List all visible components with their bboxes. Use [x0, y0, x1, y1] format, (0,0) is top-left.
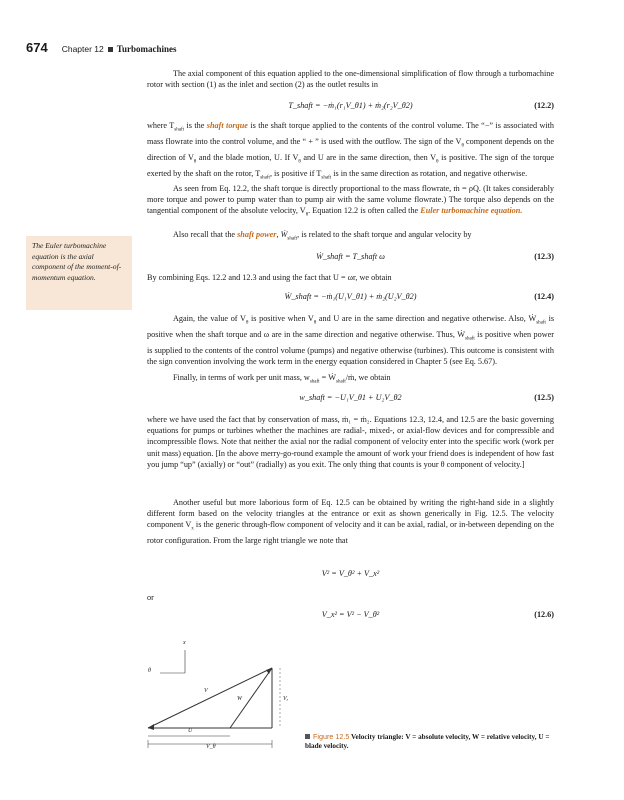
- term-euler-equation: Euler turbomachine equation.: [420, 206, 523, 216]
- chapter-label: Chapter 12: [61, 44, 104, 54]
- velocity-triangle-svg: [140, 640, 300, 760]
- label-V: V: [204, 688, 208, 694]
- equation-number: (12.2): [534, 101, 554, 110]
- label-Vx: Vₓ: [283, 696, 289, 702]
- highlight-term: is the: [186, 121, 207, 130]
- equation-12-4: [147, 292, 554, 304]
- figure-caption: [305, 732, 555, 751]
- page-number: 674: [26, 40, 48, 55]
- equation-pythagoras: [147, 569, 554, 581]
- equation-12-5: [147, 393, 554, 405]
- margin-note: The Euler turbomachine equation is the axial component of the moment-of-momentum equation.: [26, 236, 132, 310]
- paragraph-1: The axial component of this equation applied to the one-dimensional simplification of flow through a turbomachine rotor with section (1) as the inlet and section (2) as the outlet results in: [147, 69, 554, 90]
- header-square-icon: [108, 47, 113, 52]
- paragraph-8: where we have used the fact that by conservation of mass, ṁ₁ = ṁ₂. Equations 12.3, 12.4, and 12.5 are the basic governing equations for pumps or turbines whether the machines are radial-, mixed-, or axial-flow devices and for compressible and incompressible flows. Note that neither the axial nor the radial component of velocity enter into the specific work (work per unit mass) equation. [In the above merry-go-round example the amount of work your friend does is independent of how fast you jump “up” (axially) or “out” (radially) as you exit. The only thing that counts is your θ component of velocity.]: [147, 415, 554, 469]
- paragraph-9: Another useful but more laborious form of Eq. 12.5 can be obtained by writing the right-hand side in a slightly different form based on the velocity triangles at the entrance or exit as shown generically in Fig. 12.5. The velocity component $V_x$ is the generic through-flow component of velocity and it can be axial, radial, or in-between depending on the rotor configuration. From the large right triangle we note that: [147, 498, 554, 546]
- label-W: W: [237, 696, 242, 702]
- caption-text: Velocity triangle: V = absolute velocity, W = relative velocity, U = blade velocity.: [305, 733, 550, 750]
- arrowhead-U: [148, 724, 154, 730]
- equation-12-6: [147, 610, 554, 622]
- running-header: [26, 40, 176, 56]
- paragraph-5: By combining Eqs. 12.2 and 12.3 and using the fact that U = ωr, we obtain: [147, 273, 392, 282]
- equation-number: (12.5): [534, 393, 554, 402]
- equation-number: (12.4): [534, 292, 554, 301]
- velocity-triangle-diagram: [140, 640, 300, 760]
- equation-formula: T_shaft = −ṁ₁(r₁V_θ1) + ṁ₂(r₂V_θ2): [288, 101, 413, 110]
- chapter-title: Turbomachines: [116, 44, 177, 54]
- paragraph-3: As seen from Eq. 12.2, the shaft torque is directly proportional to the mass flowrate, ṁ = ρQ. (It takes considerably more torque and power to pump water than to pump air with the same volume flowrate.) The torque also depends on the tangential component of the absolute velocity, $V_\theta$. Equation 12.2 is often called the Euler turbomachine equation.: [147, 184, 554, 219]
- paragraph-4: Also recall that the shaft power, Ẇ$_{shaft}$, is related to the shaft torque and angular velocity by: [173, 230, 472, 242]
- equation-formula: Ẇ_shaft = T_shaft ω: [316, 252, 385, 261]
- or-text: or: [147, 593, 154, 602]
- equation-12-3: [147, 252, 554, 264]
- equation-number: (12.6): [534, 610, 554, 619]
- caption-square-icon: [305, 734, 310, 739]
- term-shaft-power: shaft power: [237, 230, 277, 239]
- label-x: x: [183, 640, 186, 646]
- paragraph-6: Again, the value of $V_\theta$ is positive when $V_\theta$ and U are in the same direction and negative otherwise. Also, Ẇ$_{shaft}$ is positive when the shaft torque and ω are in the same direction and negative otherwise. Thus, Ẇ$_{shaft}$ is positive when power is supplied to the contents of the control volume (pumps) and negative otherwise (turbines). This outcome is consistent with the sign convention involving the work term in the energy equation considered in Chapter 5 (see Eq. 5.67).: [147, 314, 555, 366]
- paragraph-2: where $T_{shaft}$ is the shaft torque is the shaft torque applied to the contents of the control volume. The “−” is associated with mass flowrate into the control volume, and the “ + ” is used with the outflow. The sign of the $V_\theta$ component depends on the direction of $V_\theta$ and the blade motion, U. If $V_\theta$ and U are in the same direction, then $V_\theta$ is positive. The sign of the torque exerted by the shaft on the rotor, $T_{shaft}$, is positive if $T_{shaft}$ is in the same direction as rotation, and negative otherwise.: [147, 121, 555, 181]
- paragraph-7: Finally, in terms of work per unit mass, $w_{shaft}$ = Ẇ$_{shaft}$/ṁ, we obtain: [173, 373, 391, 385]
- equation-formula: V² = V_θ² + V_x²: [321, 569, 380, 578]
- vector-V: [148, 668, 272, 728]
- term-shaft-torque: shaft torque: [206, 121, 248, 130]
- equation-formula: Ẇ_shaft = −ṁ₁(U₁V_θ1) + ṁ₂(U₂V_θ2): [284, 292, 417, 301]
- label-Vtheta: V_θ: [206, 744, 216, 750]
- equation-formula: w_shaft = −U₁V_θ1 + U₂V_θ2: [299, 393, 402, 402]
- equation-number: (12.3): [534, 252, 554, 261]
- equation-12-2: [147, 101, 554, 113]
- label-U: U: [188, 728, 193, 734]
- equation-formula: V_x² = V² − V_θ²: [321, 610, 380, 619]
- caption-number: Figure 12.5: [313, 732, 350, 741]
- label-theta: θ: [148, 668, 151, 674]
